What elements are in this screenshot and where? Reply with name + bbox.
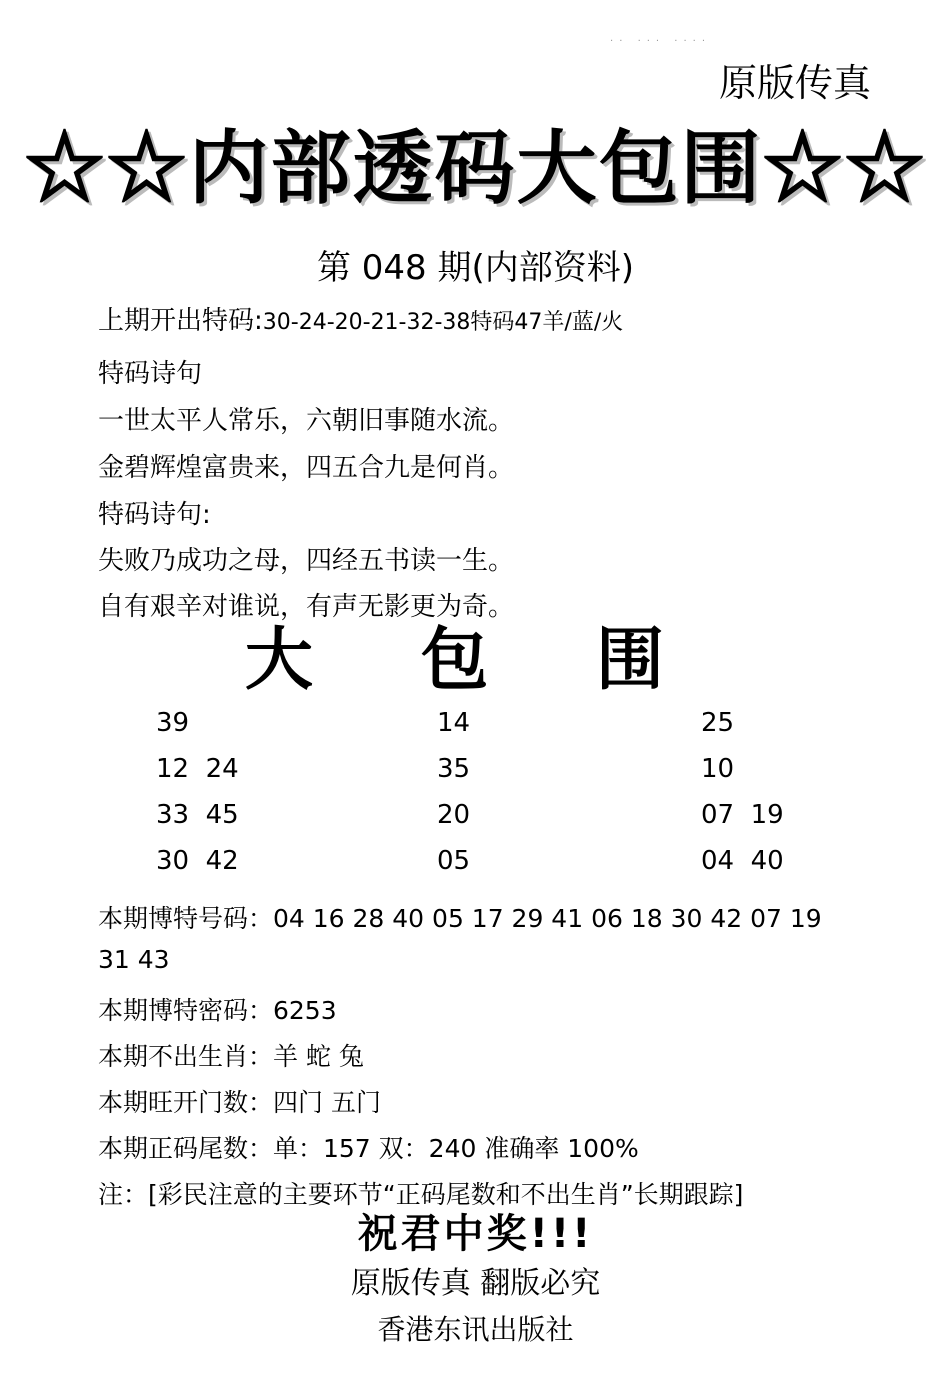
issue-number: 第 048 期(内部资料): [316, 248, 635, 288]
poem2-line-2: 自有艰辛对谁说，有声无影更为奇。: [98, 592, 515, 622]
poem1-line-1: 一世太平人常乐，六朝旧事随水流。: [98, 406, 515, 436]
secret-code: 本期博特密码：6253: [98, 996, 337, 1025]
grid-cell: 33 45: [156, 800, 239, 830]
grid-cell: 07 19: [701, 800, 784, 830]
grid-cell: 35: [437, 754, 471, 784]
grid-cell: 12 24: [156, 754, 239, 784]
poem1-heading: 特码诗句: [98, 359, 203, 389]
page-title: ☆☆内部透码大包围☆☆: [24, 121, 927, 215]
special-numbers: 本期博特号码：04 16 28 40 05 17 29 41 06 18 30 42 07 19: [98, 904, 822, 933]
slogan: 原版传真 翻版必究: [350, 1266, 601, 1301]
grid-cell: 04 40: [701, 846, 784, 876]
grid-cell: 05: [437, 846, 471, 876]
grid-cell: 20: [437, 800, 471, 830]
last-draw-label: 上期开出特码:: [98, 306, 263, 336]
section-title: 大 包 围: [244, 620, 707, 700]
scan-noise: ·· ··· ····: [610, 36, 711, 47]
poem1-line-2: 金碧辉煌富贵来，四五合九是何肖。: [98, 453, 515, 483]
publisher: 香港东讯出版社: [377, 1313, 574, 1346]
grid-cell: 39: [156, 708, 190, 738]
grid-cell: 25: [701, 708, 735, 738]
good-luck-wish: 祝君中奖!!!: [357, 1211, 594, 1257]
grid-cell: 30 42: [156, 846, 239, 876]
last-draw: [98, 300, 623, 337]
tail-numbers: 本期正码尾数：单：157 双：240 准确率 100%: [98, 1134, 639, 1163]
special-numbers-continued: 31 43: [98, 945, 170, 974]
poem2-line-1: 失败乃成功之母，四经五书读一生。: [98, 546, 515, 576]
last-draw-value: 30-24-20-21-32-38特码47羊/蓝/火: [262, 310, 624, 335]
note: 注：[彩民注意的主要环节“正码尾数和不出生肖”长期跟踪]: [98, 1180, 744, 1209]
excluded-zodiac: 本期不出生肖：羊 蛇 兔: [98, 1042, 364, 1071]
grid-cell: 14: [437, 708, 471, 738]
poem2-heading: 特码诗句:: [98, 500, 211, 530]
grid-cell: 10: [701, 754, 735, 784]
lucky-gates: 本期旺开门数：四门 五门: [98, 1088, 381, 1117]
corner-label: 原版传真: [718, 61, 871, 105]
